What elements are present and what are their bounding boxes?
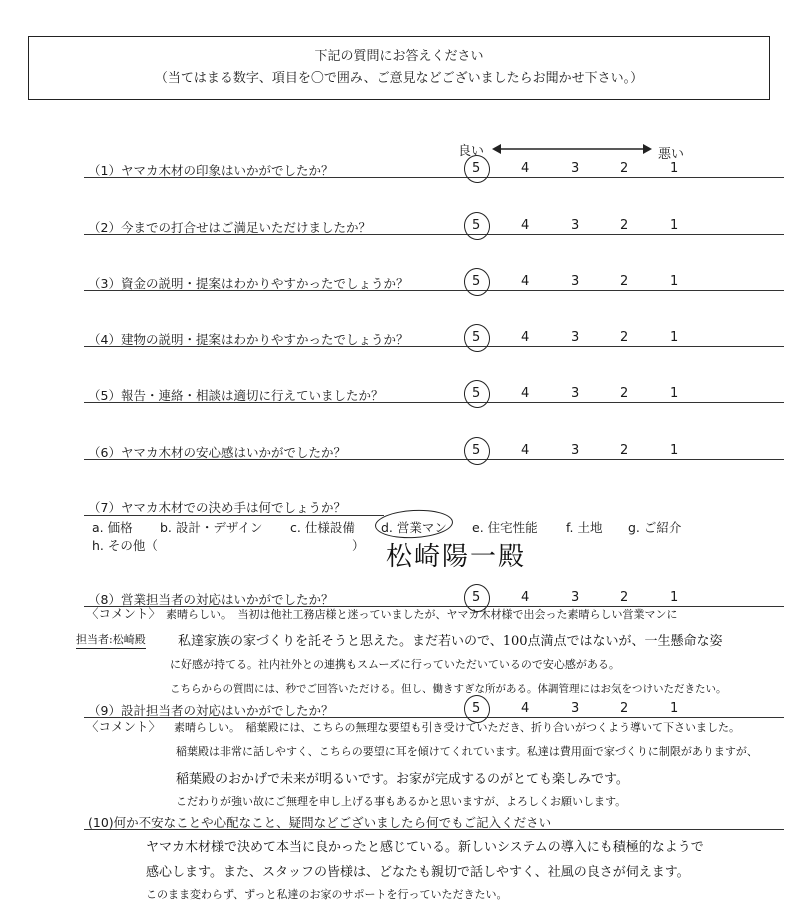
q7-option-b: b. 設計・デザイン: [160, 520, 263, 535]
q2-option-5[interactable]: 5: [472, 218, 481, 233]
q7-handwritten-name: 松崎陽一殿: [386, 542, 527, 572]
q9-comment-line-2: 稲葉殿は非常に話しやすく、こちらの要望に耳を傾けてくれています。私達は費用面で家づくりに制限がありますが、: [176, 745, 758, 758]
q7-underline: [84, 515, 384, 516]
q9-option-3[interactable]: 3: [571, 701, 580, 716]
q10-underline: [84, 829, 784, 830]
q3-option-2[interactable]: 2: [620, 274, 629, 289]
q1-underline: [84, 177, 784, 178]
q8-option-2[interactable]: 2: [620, 590, 629, 605]
q9-comment-line-1: 素晴らしい。 稲葉殿には、こちらの無理な要望も引き受けていただき、折り合いがつくよう導いて下さいました。: [174, 721, 741, 734]
q8-option-4[interactable]: 4: [521, 590, 530, 605]
q8-comment-label: 〈コメント〉: [86, 606, 162, 621]
q2-option-4[interactable]: 4: [521, 218, 530, 233]
instructions-title: 下記の質問にお答えください: [314, 49, 484, 64]
q8-comment-line-1: 素晴らしい。 当初は他社工務店様と迷っていましたが、ヤマカ木材様で出会った素晴らしい営業マンに: [166, 608, 678, 621]
q5-answer-circle: [462, 378, 492, 409]
q2-answer-circle: [462, 210, 492, 241]
q3-underline: [84, 290, 784, 291]
q2-option-1[interactable]: 1: [670, 218, 679, 233]
q5-option-4[interactable]: 4: [521, 386, 530, 401]
q4-label: （4）建物の説明・提案はわかりやすかったでしょうか？: [88, 332, 409, 347]
instructions-box: [28, 36, 770, 100]
q1-option-4[interactable]: 4: [521, 161, 530, 176]
scale-bad-label: 悪い: [658, 147, 685, 162]
q6-option-4[interactable]: 4: [521, 443, 530, 458]
q10-comment-line-3: このまま変わらず、ずっと私達のお家のサポートを行っていただきたい。: [146, 888, 508, 901]
q7-option-e: e. 住宅性能: [472, 520, 538, 535]
q5-label: （5）報告・連絡・相談は適切に行えていましたか？: [88, 388, 384, 403]
q4-option-2[interactable]: 2: [620, 330, 629, 345]
q1-label: （1）ヤマカ木材の印象はいかがでしたか？: [88, 163, 334, 178]
q5-option-1[interactable]: 1: [670, 386, 679, 401]
q6-label: （6）ヤマカ木材の安心感はいかがでしたか？: [88, 445, 346, 460]
q8-option-5[interactable]: 5: [472, 590, 481, 605]
q3-option-4[interactable]: 4: [521, 274, 530, 289]
q9-option-2[interactable]: 2: [620, 701, 629, 716]
q7-option-g: g. ご紹介: [628, 520, 682, 535]
q6-option-3[interactable]: 3: [571, 443, 580, 458]
q3-label: （3）資金の説明・提案はわかりやすかったでしょうか？: [88, 276, 409, 291]
q6-option-5[interactable]: 5: [472, 443, 481, 458]
q1-option-5[interactable]: 5: [472, 161, 481, 176]
q6-option-1[interactable]: 1: [670, 443, 679, 458]
q6-answer-circle: [462, 435, 492, 466]
q10-comment-line-1: ヤマカ木材様で決めて本当に良かったと感じている。新しいシステムの導入にも積極的なようで: [146, 840, 704, 855]
q3-option-1[interactable]: 1: [670, 274, 679, 289]
q9-underline: [84, 717, 784, 718]
q8-option-3[interactable]: 3: [571, 590, 580, 605]
q7-option-d: d. 営業マン: [381, 520, 447, 535]
q4-answer-circle: [462, 322, 492, 353]
q9-option-5[interactable]: 5: [472, 701, 481, 716]
q8-comment-line-2: 私達家族の家づくりを託そうと思えた。まだ若いので、100点満点ではないが、一生懸命な姿: [178, 634, 723, 649]
q1-option-1[interactable]: 1: [670, 161, 679, 176]
q7-option-h-close: ）: [352, 538, 365, 553]
q7-label: （7）ヤマカ木材での決め手は何でしょうか？: [88, 500, 346, 515]
scale-good-label: 良い: [458, 144, 485, 159]
q2-option-2[interactable]: 2: [620, 218, 629, 233]
q9-comment-line-3: 稲葉殿のおかげで未来が明るいです。お家が完成するのがとても楽しみです。: [176, 772, 629, 787]
q5-option-3[interactable]: 3: [571, 386, 580, 401]
q6-option-2[interactable]: 2: [620, 443, 629, 458]
q10-label: (10)何か不安なことや心配なこと、疑問などございましたら何でもご記入ください: [88, 815, 552, 830]
q9-option-4[interactable]: 4: [521, 701, 530, 716]
q5-underline: [84, 402, 784, 403]
q1-answer-circle: [462, 153, 492, 184]
q7-option-h: h. その他（: [92, 538, 158, 553]
q5-option-5[interactable]: 5: [472, 386, 481, 401]
scale-arrow-icon: [492, 142, 652, 156]
q7-option-f: f. 土地: [566, 520, 603, 535]
q2-underline: [84, 234, 784, 235]
q9-comment-line-4: こだわりが強い故にご無理を申し上げる事もあるかと思いますが、よろしくお願いします。: [176, 795, 627, 808]
q7-option-a: a. 価格: [92, 520, 133, 535]
q5-option-2[interactable]: 2: [620, 386, 629, 401]
q2-label: （2）今までの打合せはご満足いただけましたか？: [88, 220, 371, 235]
q1-option-3[interactable]: 3: [571, 161, 580, 176]
q10-comment-line-2: 感心します。また、スタッフの皆様は、どなたも親切で話しやすく、社風の良さが伺えます。: [146, 865, 690, 880]
q2-option-3[interactable]: 3: [571, 218, 580, 233]
q8-comment-line-4: こちらからの質問には、秒でご回答いただける。但し、働きすぎな所がある。体調管理にはお気をつけいただきたい。: [170, 683, 727, 695]
q4-option-5[interactable]: 5: [472, 330, 481, 345]
q9-option-1[interactable]: 1: [670, 701, 679, 716]
q3-answer-circle: [462, 266, 492, 297]
q8-side-note: 担当者:松崎殿: [76, 631, 146, 649]
q9-label: （9）設計担当者の対応はいかがでしたか？: [88, 703, 334, 718]
q1-option-2[interactable]: 2: [620, 161, 629, 176]
q8-label: （8）営業担当者の対応はいかがでしたか？: [88, 592, 334, 607]
q4-option-4[interactable]: 4: [521, 330, 530, 345]
q8-option-1[interactable]: 1: [670, 590, 679, 605]
q3-option-3[interactable]: 3: [571, 274, 580, 289]
q6-underline: [84, 459, 784, 460]
q4-option-3[interactable]: 3: [571, 330, 580, 345]
q4-underline: [84, 346, 784, 347]
instructions-subtitle: （当てはまる数字、項目を〇で囲み、ご意見などございましたらお聞かせ下さい。）: [154, 71, 644, 86]
q4-option-1[interactable]: 1: [670, 330, 679, 345]
q9-comment-label: 〈コメント〉: [86, 719, 162, 734]
q8-comment-line-3: に好感が持てる。社内社外との連携もスムーズに行っていただいているので安心感がある。: [170, 658, 620, 671]
q7-option-c: c. 仕様設備: [290, 520, 355, 535]
q3-option-5[interactable]: 5: [472, 274, 481, 289]
